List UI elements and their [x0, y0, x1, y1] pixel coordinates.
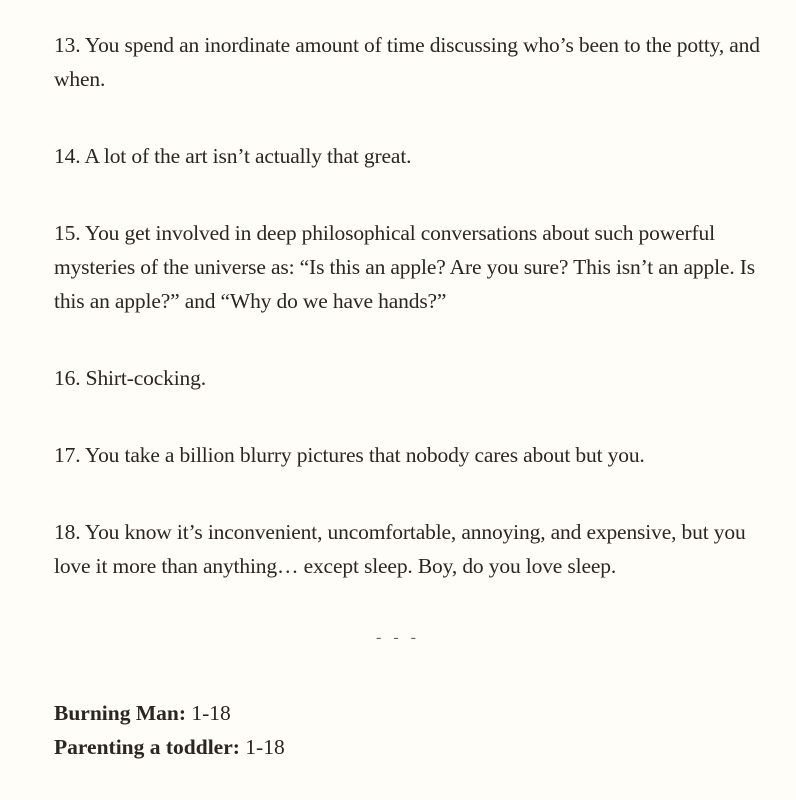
score-line-parenting	[54, 730, 285, 764]
score-summary	[54, 696, 285, 764]
list-item-14: 14. A lot of the art isn’t actually that great.	[54, 144, 412, 168]
list-item-18: 18. You know it’s inconvenient, uncomfortable, annoying, and expensive, but you love it more than anything… except sleep. Boy, do you love sleep.	[54, 520, 746, 578]
score-value: 1-18	[245, 735, 285, 759]
score-line-burning-man	[54, 696, 285, 730]
list-item-16: 16. Shirt-cocking.	[54, 366, 206, 390]
list-item-17: 17. You take a billion blurry pictures that nobody cares about but you.	[54, 443, 645, 467]
list-item-15: 15. You get involved in deep philosophical conversations about such powerful mysteries of the universe as: “Is this an apple? Are you sure? This isn’t an apple. Is this an apple?” and “Why do we have hands?”	[54, 221, 755, 313]
score-value: 1-18	[191, 701, 231, 725]
score-label: Parenting a toddler:	[54, 735, 240, 759]
score-label: Burning Man:	[54, 701, 187, 725]
list-item-13: 13. You spend an inordinate amount of time discussing who’s been to the potty, and when.	[54, 33, 760, 91]
article-body	[54, 28, 764, 583]
section-separator: - - -	[376, 629, 420, 646]
